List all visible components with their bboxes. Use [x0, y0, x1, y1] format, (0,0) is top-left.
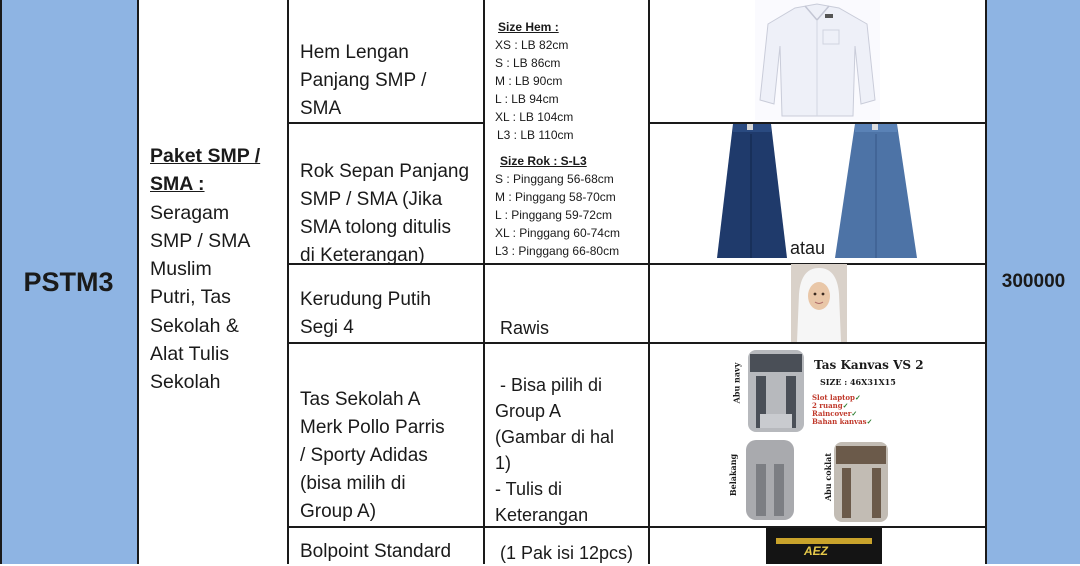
hijab-image: [791, 264, 847, 342]
size-rok-header: Size Rok : S-L3: [500, 154, 587, 168]
size-row: XL : LB 104cm: [495, 110, 574, 124]
item-name-line: Bolpoint Standard: [300, 541, 452, 562]
package-title-line: SMA :: [150, 173, 205, 196]
size-row: XL : Pinggang 60-74cm: [495, 226, 620, 240]
note-line: 1): [495, 453, 512, 473]
item-name-line: Kerudung Putih: [300, 289, 431, 310]
pen-brand: AEZ: [804, 544, 828, 558]
item-name-line: SMP / SMA (Jika: [300, 189, 443, 210]
note-line: - Tulis di: [495, 479, 563, 499]
item-kerudung: [300, 286, 478, 342]
bag-feature: Raincover: [812, 409, 852, 418]
skirt-or-label: atau: [790, 238, 826, 258]
size-row: M : LB 90cm: [495, 74, 563, 88]
size-row: M : Pinggang 58-70cm: [495, 190, 616, 204]
item-name-line: SMA tolong ditulis: [300, 217, 452, 238]
note-line: Group A: [495, 401, 562, 421]
note-bolpoint: (1 Pak isi 12pcs): [500, 543, 634, 563]
item-name-line: Hem Lengan: [300, 42, 409, 63]
package-desc-line: Alat Tulis: [150, 343, 230, 366]
row-divider: [648, 122, 986, 124]
bag-image: [726, 344, 924, 526]
size-hem-header: Size Hem :: [498, 20, 559, 34]
product-price: [987, 0, 1080, 564]
column-divider: [483, 0, 485, 564]
bag-title: Tas Kanvas VS 2: [814, 358, 924, 372]
item-name-line: di Keterangan): [300, 245, 425, 266]
package-desc-line: Sekolah: [150, 371, 221, 394]
skirt-blue-image: [833, 122, 919, 262]
item-rok: [300, 158, 478, 270]
note-line: - Bisa pilih di: [495, 375, 603, 395]
item-name-line: Group A): [300, 501, 377, 522]
package-desc-line: Seragam: [150, 201, 230, 224]
note-line: Keterangan: [495, 505, 589, 525]
bag-features: [812, 394, 873, 426]
item-tas: [300, 386, 478, 526]
size-row: L3 : LB 110cm: [497, 128, 574, 142]
product-code-text: PSTM3: [23, 266, 114, 297]
column-divider: [648, 0, 650, 564]
border-left: [0, 0, 2, 564]
package-desc-line: Muslim: [150, 258, 212, 281]
size-hem-list: [495, 18, 574, 144]
package-title: [150, 142, 282, 199]
pen-pack-image: [766, 528, 882, 564]
column-divider: [137, 0, 139, 564]
package-desc-line: Putri, Tas: [150, 286, 231, 309]
column-divider: [287, 0, 289, 564]
item-name-line: Segi 4: [300, 317, 354, 338]
bag-feature: 2 ruang: [812, 401, 843, 410]
item-name-line: Merk Pollo Parris: [300, 417, 445, 438]
package-description: [150, 142, 282, 397]
package-desc-line: Sekolah &: [150, 314, 239, 337]
package-desc-line: SMP / SMA: [150, 229, 251, 252]
size-row: S : Pinggang 56-68cm: [495, 172, 614, 186]
skirt-navy-image: [713, 122, 789, 262]
bag-size: SIZE : 46X31X15: [820, 377, 896, 387]
note-line: (Gambar di hal: [495, 427, 615, 447]
bag-feature: Bahan kanvas: [812, 417, 867, 426]
size-row: L : Pinggang 59-72cm: [495, 208, 612, 222]
item-name-line: (bisa milih di: [300, 473, 406, 494]
size-row: XS : LB 82cm: [495, 38, 569, 52]
item-name-line: Tas Sekolah A: [300, 389, 421, 410]
package-title-line: Paket SMP /: [150, 145, 261, 167]
product-code: [0, 0, 137, 564]
size-row: L : LB 94cm: [495, 92, 559, 106]
check-icon: ✓: [866, 417, 873, 426]
item-name-line: SMA: [300, 98, 342, 119]
column-divider: [985, 0, 987, 564]
check-icon: ✓: [854, 393, 861, 402]
item-name-line: Rok Sepan Panjang: [300, 161, 470, 182]
note-tas: [495, 372, 645, 528]
size-row: L3 : Pinggang 66-80cm: [495, 244, 620, 258]
note-kerudung: Rawis: [500, 318, 550, 338]
item-name-line: Panjang SMP /: [300, 70, 427, 91]
bag-label-brown: Abu coklat: [823, 452, 834, 502]
shirt-image: [755, 0, 880, 120]
item-bolpoint: [300, 538, 478, 566]
bag-label-navy: Abu navy: [731, 362, 742, 404]
product-price-text: 300000: [1001, 271, 1066, 292]
check-icon: ✓: [842, 401, 849, 410]
bag-feature: Slot laptop: [812, 393, 855, 402]
check-icon: ✓: [851, 409, 858, 418]
size-rok-list: [495, 152, 620, 260]
bag-label-back: Belakang: [728, 453, 739, 497]
size-row: S : LB 86cm: [495, 56, 561, 70]
item-hem: [300, 39, 478, 123]
item-name-line: / Sporty Adidas: [300, 445, 428, 466]
